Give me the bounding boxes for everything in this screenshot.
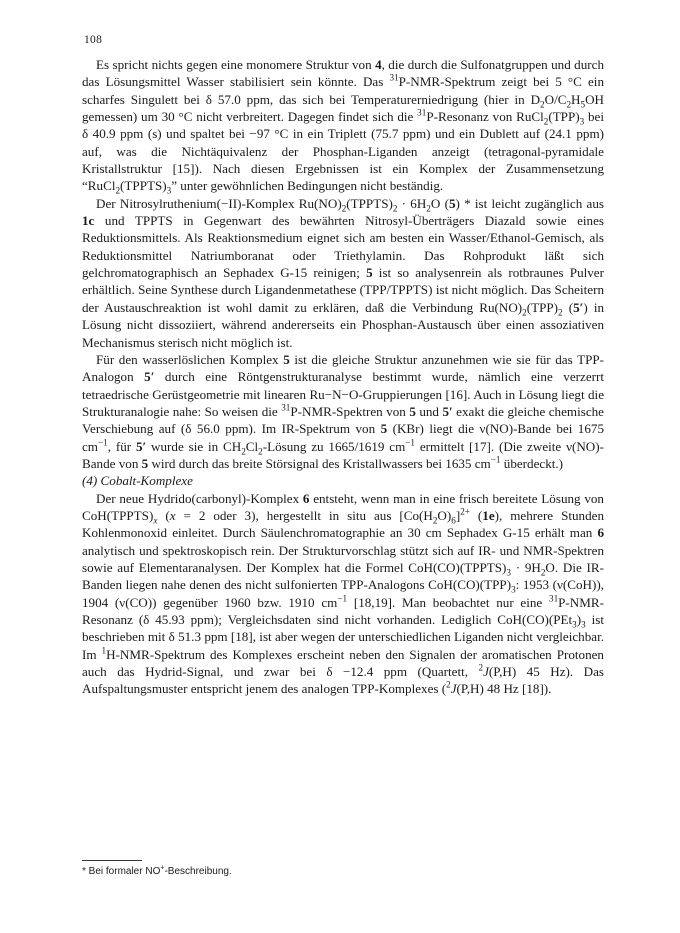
section-heading-cobalt: (4) Cobalt-Komplexe — [82, 473, 193, 489]
paragraph-nitrosylruthenium: Der Nitrosylruthenium(−II)-Komplex $Ru(NO)_2(TPPTS)_2 \cdot 6H_2O$ (5) * ist leicht zugänglich aus 1c und TPPTS in Gegenwart des bewährten Nitrosyl-Überträgers Diazald sowie eines Reduktionsmittels. Als Reaktionsmedium eignet sich am besten ein Wasser/Ethanol-Gemisch, als Reduktionsmittel Natriumboranat oder Triethylamin. Das Rohprodukt läßt sich gelchromatographisch an Sephadex G-15 reinigen; 5 ist so analysenrein als rotbraunes Pulver erhältlich. Seine Synthese durch Ligandenmetathese (TPP/TPPTS) ist nicht möglich. Das Scheitern der Austauschreaktion ist wohl damit zu erklären, daß die Verbindung $Ru(NO)_2(TPP)_2$ (5′) in Lösung nicht dissoziiert, während andererseits ein Phosphan-Austausch über einen assoziativen Mechanismus sterisch nicht möglich ist. — [82, 195, 605, 350]
footnote-divider — [82, 860, 142, 861]
page-number: 108 — [84, 34, 103, 46]
paragraph-monomer-structure: Es spricht nichts gegen eine monomere Struktur von 4, die durch die Sulfonatgruppen und durch das Lösungsmittel Wasser stabilisiert sein könnte. Das $^{31}$P-NMR-Spektrum zeigt bei 5 °C ein scharfes Singulett bei δ 57.0 ppm, das sich bei Temperaturerniedrigung (hier in $D_2O/C_2H_5OH$ gemessen) um 30 °C nicht verbreitert. Dagegen findet sich die $^{31}$P-Resonanz von $RuCl_2(TPP)_3$ bei δ 40.9 ppm (s) und spaltet bei −97 °C in ein Triplett (75.7 ppm) und ein Dublett auf (24.1 ppm) auf, was die Nichtäquivalenz der Phosphan-Liganden anzeigt (tetragonal-pyramidale Kristallstruktur [15]). Nach diesen Ergebnissen ist ein Komplex der Zusammensetzung “$RuCl_2(TPPTS)_3$” unter gewöhnlichen Bedingungen nicht beständig. — [82, 57, 604, 197]
paragraph-structure-analogy: Für den wasserlöslichen Komplex 5 ist die gleiche Struktur anzunehmen wie sie für das TPP-Analogon 5′ durch eine Röntgenstrukturanalyse bestimmt wurde, nämlich eine verzerrt tetraedrische Gerüstgeometrie mit linearen Ru−N−O-Gruppierungen [16]. Auch in Lösung liegt die Strukturanalogie nahe: So weisen die $^{31}$P-NMR-Spektren von 5 und 5′ exakt die gleiche chemische Verschiebung auf (δ 56.0 ppm). Im IR-Spektrum von 5 (KBr) liegt die ν(NO)-Bande bei 1675 $cm^{-1}$, für 5′ wurde sie in $CH_2Cl_2$-Lösung zu 1665/1619 $cm^{-1}$ ermittelt [17]. (Die zweite ν(NO)-Bande von 5 wird durch das breite Störsignal des Kristallwassers bei 1635 $cm^{-1}$ überdeckt.) — [82, 351, 604, 471]
footnote: * Bei formaler NO+-Beschreibung. — [82, 864, 232, 877]
body-text — [82, 56, 604, 698]
paragraph-cobalt-complex: Der neue Hydrido(carbonyl)-Komplex 6 entsteht, wenn man in eine frisch bereitete Lösung von $CoH(TPPTS)_x$ (x = 2 oder 3), hergestellt in situ aus $[Co(H_2O)_6]^{2+}$ (1e), mehrere Stunden Kohlenmonoxid einleitet. Durch Säulenchromatographie an 30 cm Sephadex G-15 erhält man 6 analytisch und spektroskopisch rein. Der Strukturvorschlag stützt sich auf IR- und NMR-Spektren sowie auf Elementaranalysen. Der Komplex hat die Formel $CoH(CO)(TPPTS)_3 \cdot 9H_2O$. Die IR-Banden liegen nahe denen des nicht sulfonierten TPP-Analogons $CoH(CO)(TPP)_3$: 1953 (ν(CoH)), 1904 (ν(CO)) gegenüber 1960 bzw. 1910 $cm^{-1}$ [18,19]. Man beobachtet nur eine $^{31}$P-NMR-Resonanz (δ 45.93 ppm); Vergleichsdaten sind nicht vorhanden. Lediglich $CoH(CO)(PEt_3)_3$ ist beschrieben mit δ 51.3 ppm [18], ist aber wegen der unterschiedlichen Liganden nicht vergleichbar. Im $^1$H-NMR-Spektrum des Komplexes erscheint neben den Signalen der aromatischen Protonen auch das Hydrid-Signal, und zwar bei δ −12.4 ppm (Quartett, $^2$J(P,H) 45 Hz). Das Aufspaltungsmuster entspricht jenem des analogen TPP-Komplexes ($^2$J(P,H) 48 Hz [18]). — [82, 490, 604, 697]
